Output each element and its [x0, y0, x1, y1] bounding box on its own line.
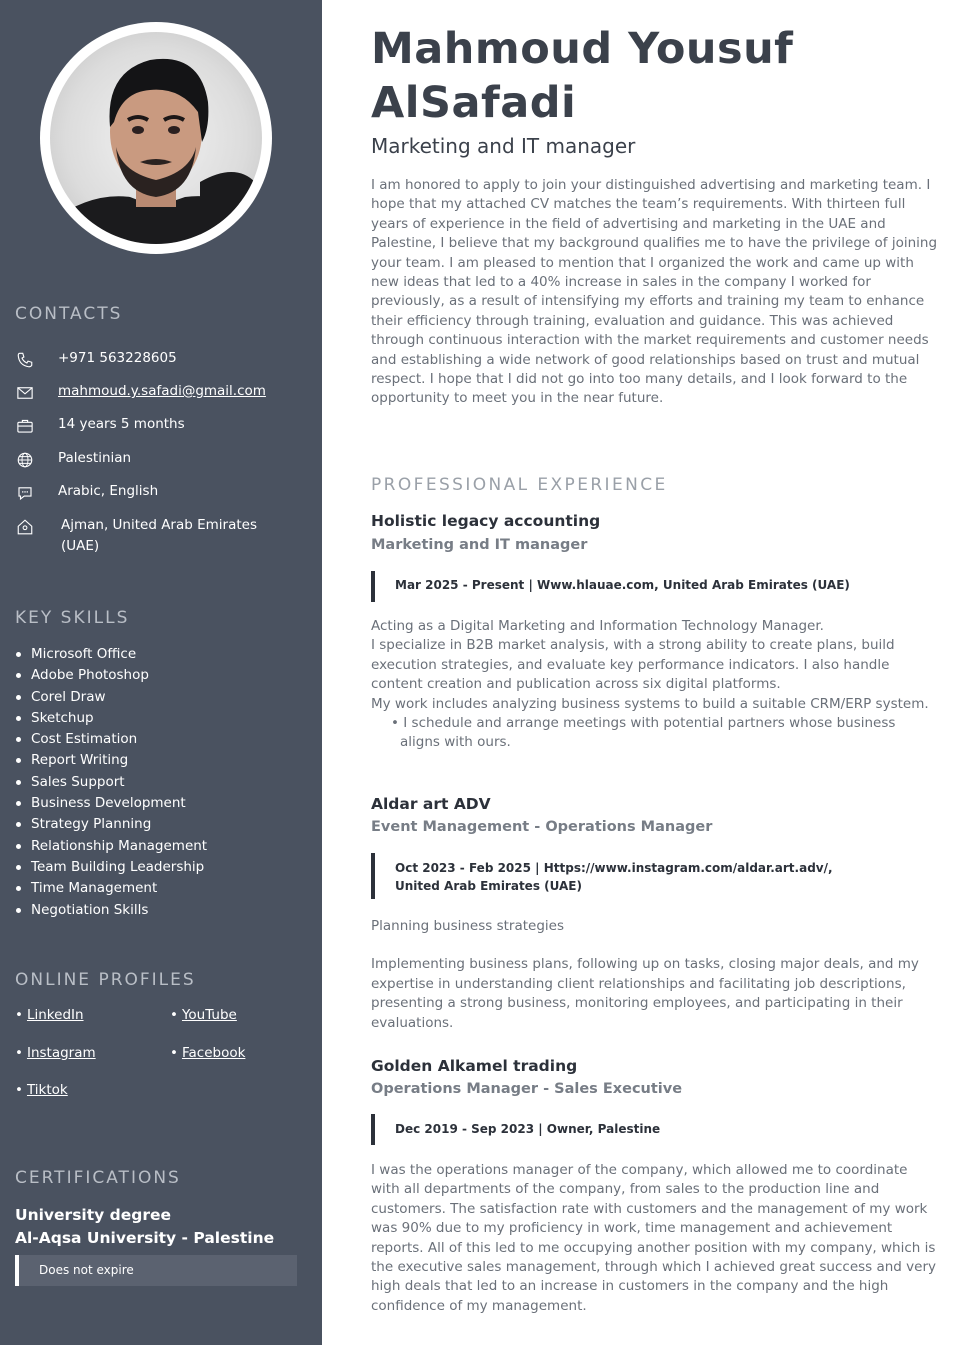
contact-experience	[15, 416, 185, 436]
profile-facebook: • Facebook	[170, 1045, 246, 1061]
location: Ajman, United Arab Emirates (UAE)	[61, 517, 258, 554]
job-description	[371, 617, 939, 753]
profile-instagram: • Instagram	[15, 1045, 96, 1061]
job-bullet-text: I schedule and arrange meetings with potential partners whose business aligns with ours.	[400, 715, 896, 751]
job-meta: Oct 2023 - Feb 2025 | Https://www.instagram.com/aldar.art.adv/, United Arab Emirates (UAE)	[371, 853, 896, 899]
contact-phone	[15, 350, 177, 370]
job-role: Event Management - Operations Manager	[371, 819, 713, 835]
job-description	[371, 917, 939, 1033]
skill-item: Team Building Leadership	[15, 857, 207, 878]
skill-item: Time Management	[15, 878, 207, 899]
job-line: Planning business strategies	[371, 918, 564, 934]
languages: Arabic, English	[58, 483, 159, 499]
nationality: Palestinian	[58, 450, 132, 466]
briefcase-icon	[15, 416, 35, 436]
email-icon	[15, 383, 35, 403]
profile-photo-frame	[40, 22, 272, 254]
globe-icon	[15, 450, 35, 470]
skill-item: Sales Support	[15, 772, 207, 793]
skill-item: Sketchup	[15, 708, 207, 729]
skill-item: Adobe Photoshop	[15, 665, 207, 686]
profile-tiktok: • Tiktok	[15, 1082, 68, 1098]
certifications-heading: CERTIFICATIONS	[15, 1168, 181, 1188]
profile-photo	[50, 32, 262, 244]
facebook-link[interactable]: Facebook	[181, 1045, 246, 1061]
experience-years: 14 years 5 months	[58, 416, 185, 432]
skill-item: Business Development	[15, 793, 207, 814]
contact-nationality	[15, 450, 131, 470]
tiktok-link[interactable]: Tiktok	[26, 1082, 68, 1098]
certification-validity: Does not expire	[15, 1255, 297, 1286]
skill-item: Strategy Planning	[15, 814, 207, 835]
skills-heading: KEY SKILLS	[15, 608, 130, 628]
phone-icon	[15, 350, 35, 370]
contact-location	[15, 517, 286, 557]
speech-bubble-icon	[15, 483, 35, 503]
profile-youtube: • YouTube	[170, 1007, 237, 1023]
linkedin-link[interactable]: LinkedIn	[26, 1007, 84, 1023]
job-role: Marketing and IT manager	[371, 537, 588, 553]
candidate-title: Marketing and IT manager	[371, 134, 636, 158]
skill-item: Relationship Management	[15, 836, 207, 857]
contact-email	[15, 383, 266, 403]
home-icon	[15, 517, 35, 537]
sidebar	[0, 0, 322, 1345]
job-company: Holistic legacy accounting	[371, 512, 601, 530]
job-bullet: • I schedule and arrange meetings with potential partners whose business aligns with ours.	[391, 715, 896, 751]
instagram-link[interactable]: Instagram	[26, 1045, 96, 1061]
certification-name: University degree	[15, 1206, 172, 1224]
candidate-name: Mahmoud Yousuf AlSafadi	[371, 24, 794, 128]
profiles-heading: ONLINE PROFILES	[15, 970, 196, 990]
job-line: Acting as a Digital Marketing and Information Technology Manager.	[371, 618, 824, 634]
job-line: I specialize in B2B market analysis, with a strong ability to create plans, build execution strategies, and evaluate key performance indicators. I also handle content creation and publication across six digital platforms.	[371, 637, 895, 693]
certification-institution: Al-Aqsa University - Palestine	[15, 1229, 275, 1247]
skill-item: Cost Estimation	[15, 729, 207, 750]
phone-number[interactable]: +971 563228605	[58, 350, 177, 366]
email-link[interactable]: mahmoud.y.safadi@gmail.com	[58, 383, 266, 399]
job-meta: Mar 2025 - Present | Www.hlauae.com, United Arab Emirates (UAE)	[371, 571, 896, 602]
skill-item: Report Writing	[15, 750, 207, 771]
contact-languages	[15, 483, 158, 503]
job-company: Aldar art ADV	[371, 795, 491, 813]
contacts-heading: CONTACTS	[15, 304, 123, 324]
profile-linkedin: • LinkedIn	[15, 1007, 84, 1023]
job-meta: Dec 2019 - Sep 2023 | Owner, Palestine	[371, 1114, 896, 1145]
skills-list	[15, 644, 207, 921]
youtube-link[interactable]: YouTube	[181, 1007, 237, 1023]
job-line: My work includes analyzing business systems to build a suitable CRM/ERP system.	[371, 695, 929, 712]
skill-item: Negotiation Skills	[15, 900, 207, 921]
job-company: Golden Alkamel trading	[371, 1057, 578, 1075]
summary-paragraph: I am honored to apply to join your distinguished advertising and marketing team. I hope that my attached CV matches the team’s requirements. With thirteen full years of experience in the field of advertising and marketing in the UAE and Palestine, I believe that my background qualifies me to have the privilege of joining your team. I am pleased to mention that I organized the work and came up with new ideas that led to a 40% increase in sales in the company I worked for previously, as a result of intensifying my efforts and training my team to enhance their efficiency through training, evaluation and guidance. This was achieved through continuous interaction with the market requirements and customer needs and establishing a wide network of good relationships based on trust and mutual respect. I hope that I did not go into too many details, and I look forward to the opportunity to meet you in the near future.	[371, 177, 938, 407]
job-line: Implementing business plans, following up on tasks, closing major deals, and my expertise in understanding client relationships and facilitating job descriptions, presenting a strong business, monitoring employees, and participating in their evaluations.	[371, 956, 919, 1031]
experience-heading: PROFESSIONAL EXPERIENCE	[371, 475, 668, 495]
skill-item: Corel Draw	[15, 687, 207, 708]
person-portrait-image	[50, 32, 262, 244]
job-description	[371, 1161, 939, 1316]
skill-item: Microsoft Office	[15, 644, 207, 665]
job-role: Operations Manager - Sales Executive	[371, 1081, 683, 1097]
job-line: I was the operations manager of the company, which allowed me to coordinate with all departments of the company, from sales to the production line and customers. The satisfaction rate with customers and the management of my work was 90% due to my proficiency in work, time management and achievement reports. All of this led to me occupying another position with my company, which is the executive sales management, through which I achieved great success and very high deals that led to an increase in customers in the company and the high confidence of my management.	[371, 1162, 937, 1314]
